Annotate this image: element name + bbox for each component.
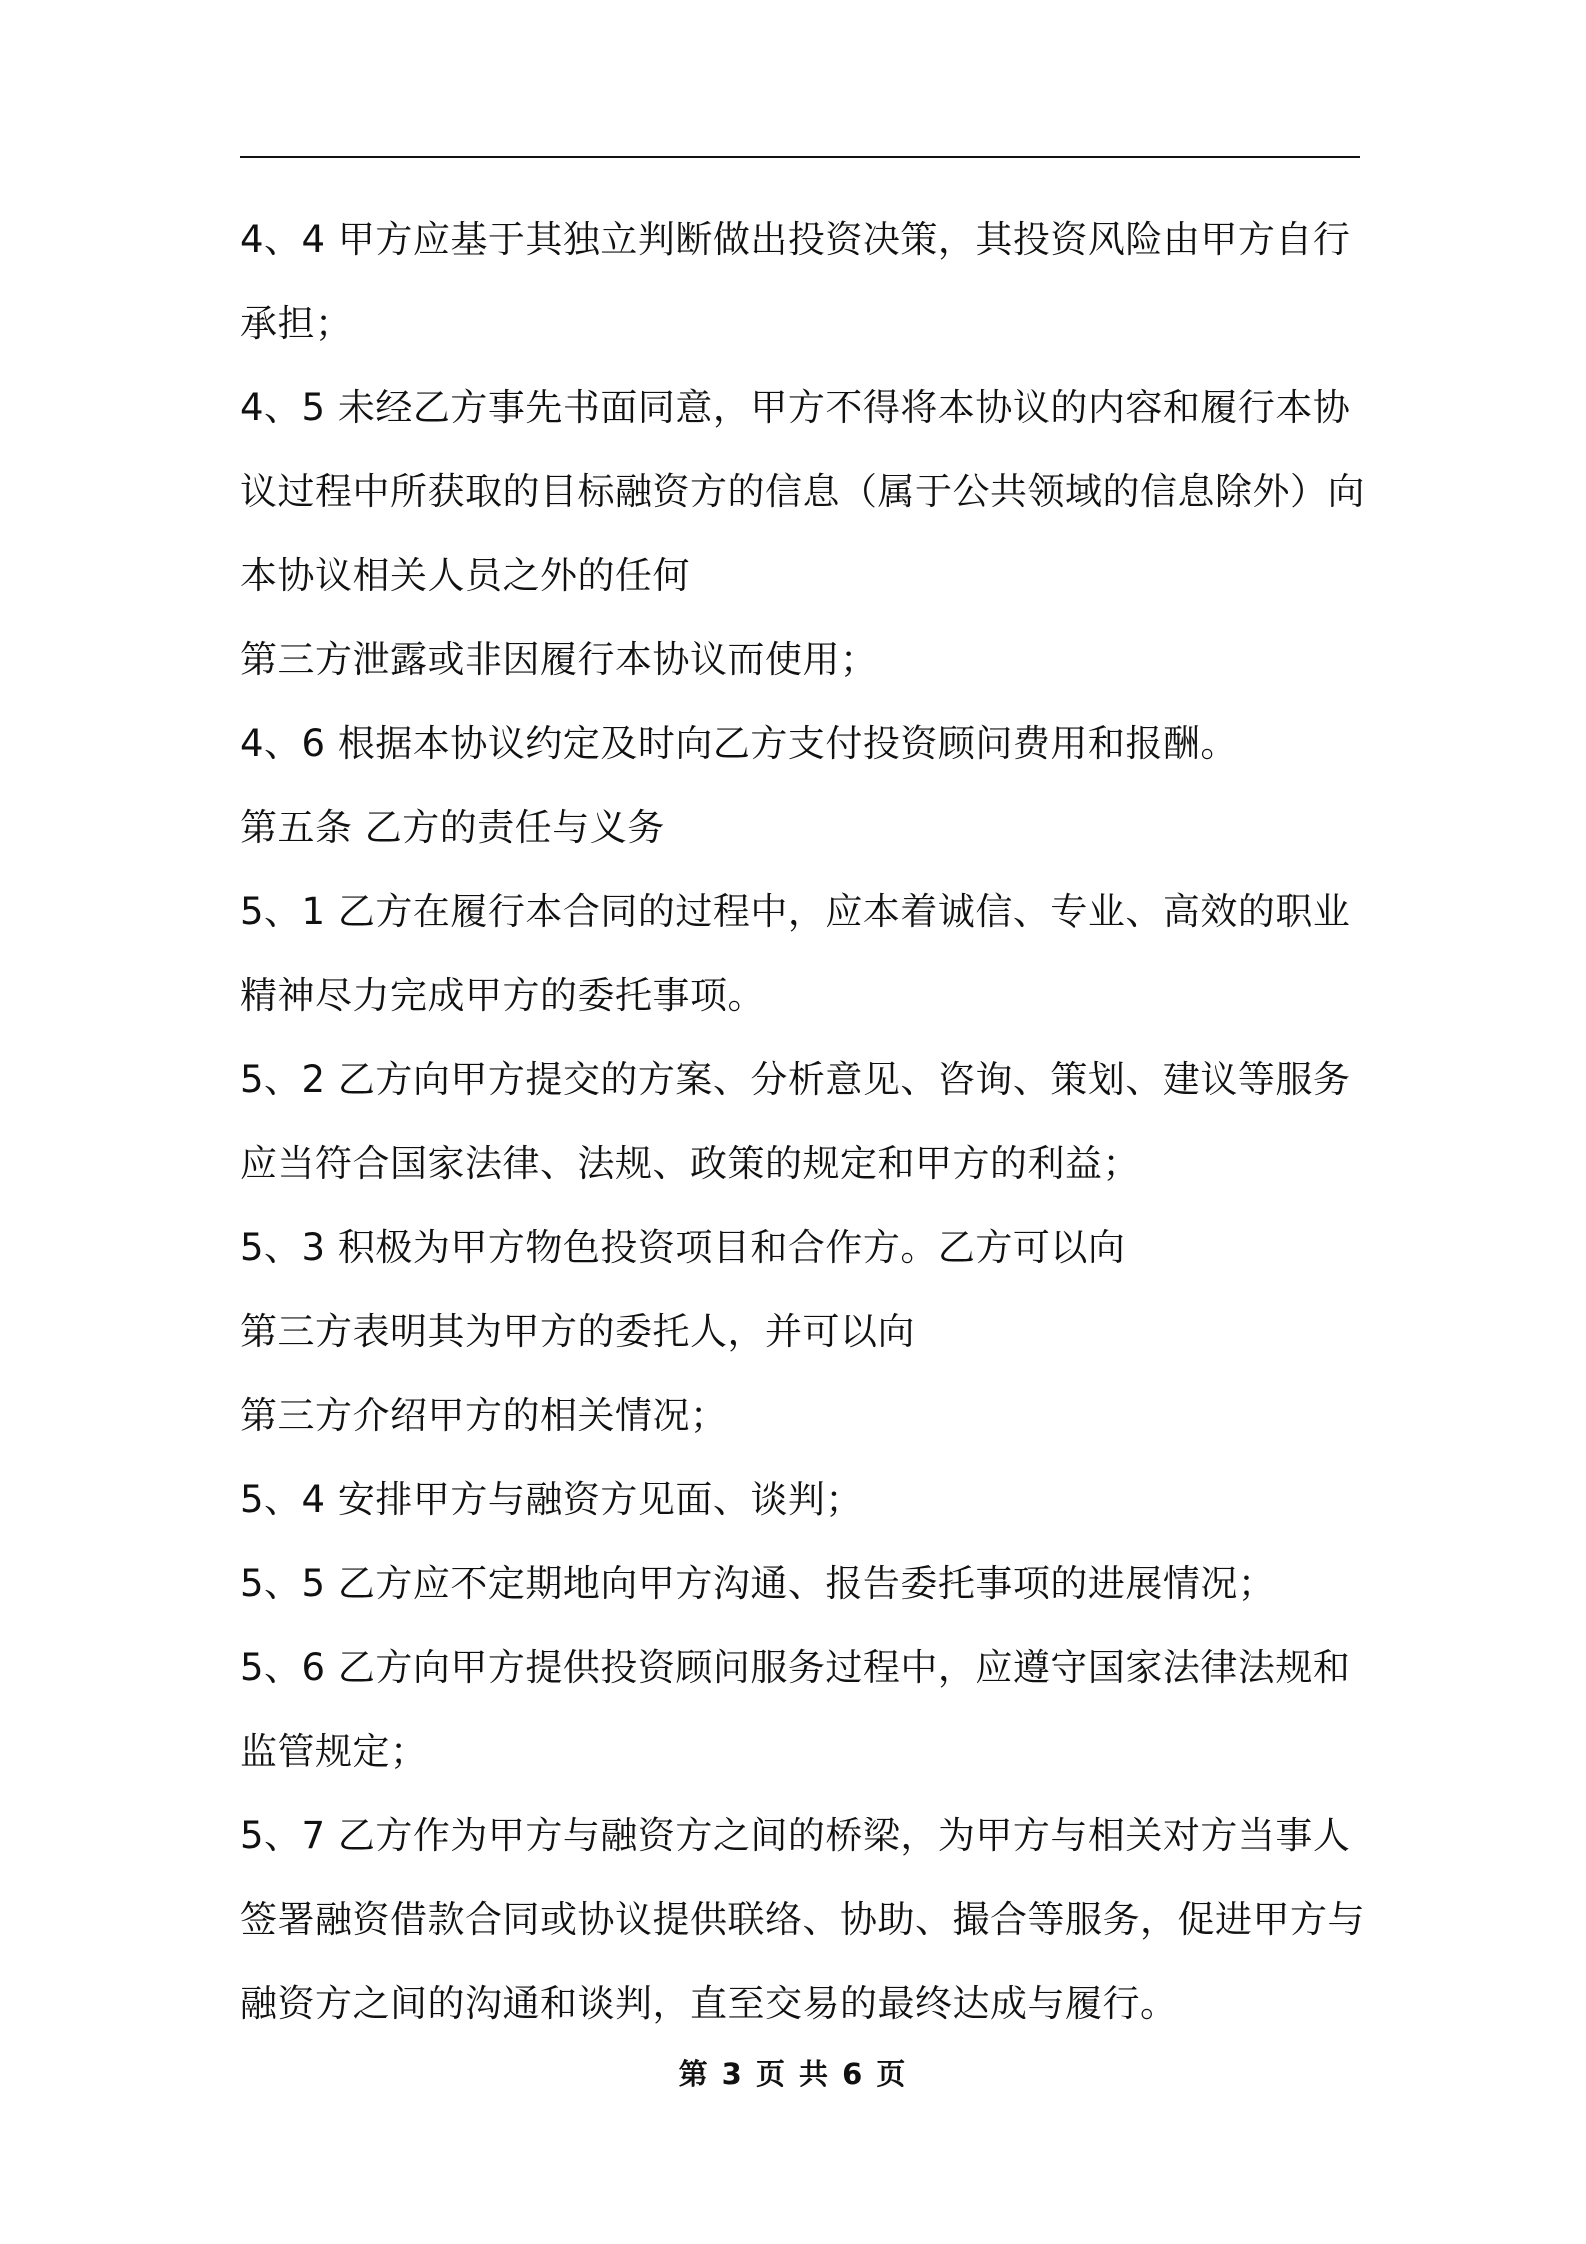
page-number: 第 3 页 共 6 页 [678,2057,908,2091]
text-line: 本协议相关人员之外的任何 [240,554,690,597]
text-line: 融资方之间的沟通和谈判，直至交易的最终达成与履行。 [240,1982,1178,2025]
text-line: 第三方泄露或非因履行本协议而使用； [240,638,878,681]
text-line: 第三方表明其为甲方的委托人，并可以向 [240,1310,915,1353]
text-line: 议过程中所获取的目标融资方的信息（属于公共领域的信息除外）向 [240,470,1365,513]
text-line: 4、5 未经乙方事先书面同意，甲方不得将本协议的内容和履行本协 [240,386,1351,429]
text-line: 监管规定； [240,1730,428,1773]
document-body [240,198,1365,2046]
text-line: 5、7 乙方作为甲方与融资方之间的桥梁，为甲方与相关对方当事人 [240,1814,1351,1857]
text-line: 5、4 安排甲方与融资方见面、谈判； [240,1478,863,1521]
text-line: 5、1 乙方在履行本合同的过程中，应本着诚信、专业、高效的职业 [240,890,1351,933]
text-line: 4、4 甲方应基于其独立判断做出投资决策，其投资风险由甲方自行 [240,218,1351,261]
header-divider [240,156,1360,158]
text-line: 应当符合国家法律、法规、政策的规定和甲方的利益； [240,1142,1140,1185]
text-line: 5、5 乙方应不定期地向甲方沟通、报告委托事项的进展情况； [240,1562,1276,1605]
section-heading: 第五条 乙方的责任与义务 [240,806,665,849]
text-line: 精神尽力完成甲方的委托事项。 [240,974,765,1017]
text-line: 签署融资借款合同或协议提供联络、协助、撮合等服务，促进甲方与 [240,1898,1365,1941]
text-line: 4、6 根据本协议约定及时向乙方支付投资顾问费用和报酬。 [240,722,1238,765]
text-line: 5、3 积极为甲方物色投资项目和合作方。乙方可以向 [240,1226,1126,1269]
text-line: 5、6 乙方向甲方提供投资顾问服务过程中，应遵守国家法律法规和 [240,1646,1351,1689]
text-line: 5、2 乙方向甲方提交的方案、分析意见、咨询、策划、建议等服务 [240,1058,1351,1101]
text-line: 第三方介绍甲方的相关情况； [240,1394,728,1437]
text-line: 承担； [240,302,353,345]
